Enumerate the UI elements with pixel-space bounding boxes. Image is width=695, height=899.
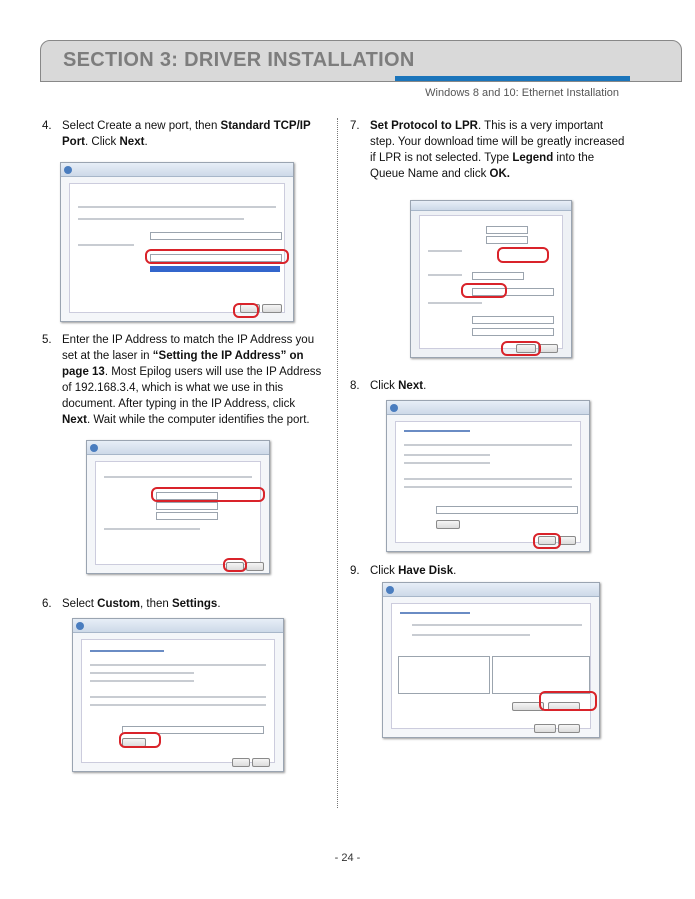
queue-name-highlight xyxy=(461,283,507,298)
lpr-highlight xyxy=(497,247,549,263)
step-number: 6. xyxy=(42,598,52,610)
step-text: Select Create a new port, then Standard TCP/IP Port. Click Next. xyxy=(62,120,311,148)
lpr-settings-screenshot xyxy=(410,200,572,358)
add-printer-next-screenshot xyxy=(386,400,590,552)
step-text: Click Next. xyxy=(370,380,427,392)
page-number: - 24 - xyxy=(334,852,361,864)
ok-highlight xyxy=(501,341,541,356)
custom-settings-screenshot xyxy=(72,618,284,772)
next-highlight xyxy=(223,558,247,572)
ip-field-highlight xyxy=(151,487,265,502)
settings-highlight xyxy=(119,732,161,748)
step-7 xyxy=(350,118,630,182)
step-text: Click Have Disk. xyxy=(370,565,457,577)
add-printer-port-screenshot xyxy=(60,162,294,322)
have-disk-highlight xyxy=(539,691,597,711)
step-9 xyxy=(350,563,630,579)
step-8 xyxy=(350,378,630,394)
step-text: Enter the IP Address to match the IP Address you set at the laser in “Setting the IP Address” on page 13. Most Epilog users will use the IP Address of 192.168.3.4, which is what we use in this document. After typing in the IP Address, click Next. Wait while the computer identifies the port. xyxy=(62,334,322,426)
step-number: 5. xyxy=(42,334,52,346)
have-disk-screenshot xyxy=(382,582,600,738)
section-title: SECTION 3: DRIVER INSTALLATION xyxy=(63,49,415,71)
step-text: Select Custom, then Settings. xyxy=(62,598,221,610)
step-number: 8. xyxy=(350,380,360,392)
accent-bar xyxy=(395,76,630,81)
step-number: 4. xyxy=(42,120,52,132)
column-divider xyxy=(337,118,338,808)
step-text: Set Protocol to LPR. This is a very important step. Your download time will be greatly increased if LPR is not selected. Type Legend into the Queue Name and click OK. xyxy=(370,120,625,180)
section-subtitle: Windows 8 and 10: Ethernet Installation xyxy=(425,87,619,99)
step-4 xyxy=(42,118,322,150)
next-highlight xyxy=(533,533,561,549)
next-highlight xyxy=(233,303,259,318)
step-5 xyxy=(42,332,322,428)
step-number: 9. xyxy=(350,565,360,577)
tcp-port-highlight xyxy=(145,249,289,264)
step-number: 7. xyxy=(350,120,360,132)
step-6 xyxy=(42,596,322,612)
ip-address-screenshot xyxy=(86,440,270,574)
